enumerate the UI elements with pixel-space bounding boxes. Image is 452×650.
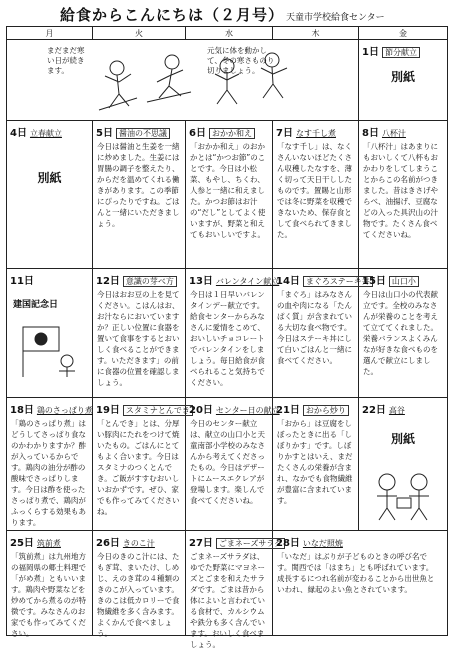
day-cell-13	[186, 269, 280, 398]
day-number: 18日	[10, 405, 34, 416]
menu-description: 「いなだ」はぶりが子どものときの呼び名です。関西では「はまち」とも呼ばれています。成長するにつれ名前が変わることから出世魚といわれ、縁起のよい魚とされています。	[277, 552, 435, 594]
day-number: 26日	[96, 538, 120, 549]
menu-title: おから炒り	[303, 405, 349, 416]
day-cell-20	[186, 398, 280, 531]
day-number: 22日	[362, 405, 386, 416]
separate-sheet-label: 別紙	[37, 171, 62, 185]
day-cell-28	[273, 531, 447, 635]
flag-illustration	[15, 321, 85, 381]
day-cell-12	[93, 269, 186, 398]
menu-description: 「まぐろ」はみなさんの血や肉になる「たんぱく質」が含まれている大切な食べ物です。今日はステーキ丼にして白いごはんと一緒に食べてください。	[277, 290, 352, 365]
banner-left-note: まだまだ寒い日が続きます。	[47, 46, 85, 75]
menu-title: 立春献立	[29, 129, 62, 138]
menu-title: 節分献立	[382, 47, 420, 58]
day-cell-19	[93, 398, 190, 531]
menu-description: 今日のきのこ汁には、たもぎ茸、まいたけ、しめじ、えのき茸の４種類のきのこが入っています。きのこは低カロリーで食物繊維を多く含みます。よくかんで食べましょう。	[97, 552, 180, 638]
menu-title: きのこ汁	[122, 539, 155, 548]
menu-description: 「とんでき」とは、分厚い豚肉にたれをつけて焼いたもの。ごはんにとてもよく合います。今日はスタミナのつくとんでき。ご飯がすすむおいしいおかずです。ぜひ、家でも作ってみてくださいね。	[97, 419, 180, 516]
menu-title: いなだ照焼	[302, 539, 343, 548]
day-cell-8	[359, 121, 447, 269]
menu-title: 高谷	[388, 406, 405, 415]
day-cell-4	[7, 121, 93, 269]
menu-description: 今日は醤油と生姜を一緒に炒めました。生姜には胃腸の調子を整えたり、からだを温めてくれる働きがあります。この季節にぴったりですね。ごはんと一緒にいただきましょう。	[97, 142, 180, 228]
children-illustration	[369, 468, 439, 524]
day-cell-5	[93, 121, 186, 269]
menu-title: おかか和え	[209, 128, 255, 139]
day-number: 14日	[276, 276, 300, 287]
day-header-tue: 火	[93, 27, 186, 40]
menu-title: なす千し煮	[295, 129, 336, 138]
day-number: 1日	[362, 47, 379, 58]
day-cell-18	[7, 398, 93, 531]
menu-title: バレンタイン献立	[215, 277, 280, 286]
day-cell-26	[93, 531, 186, 638]
menu-title: ごまネーズサラダ	[216, 538, 285, 549]
day-number: 20日	[189, 405, 213, 416]
menu-title: 意識の芽べ方	[123, 276, 177, 287]
menu-title: まぐろステーキ丼	[303, 276, 373, 287]
day-number: 28日	[276, 538, 300, 549]
menu-description: 「なす千し」は、なくさんいないほどたくさん収穫したなすを、薄く切って天日干ししたものです。置賜と山形では冬に野菜を収穫できないため、保存食として食べられてきました。	[277, 142, 352, 239]
menu-description: 「筑前煮」は九州地方の福岡県の郷土料理で「がめ煮」ともいいます。鶏肉や野菜などを炒めてから煮るのが特徴です。みなさんのお家でも作ってみてください。	[11, 552, 86, 638]
day-cell-27	[186, 531, 283, 649]
menu-title: 鶏のさっぱり煮	[36, 406, 93, 415]
page-title: 給食からこんにちは（２月号）	[60, 6, 285, 24]
day-number: 11日	[10, 276, 34, 287]
menu-description: 今日のセンター献立は、献立の山口小と天童南部小学校のみなさんから考えてくださったもの。今日はデザートにムースエクレアが登場します。楽しんで食べてくださいね。	[190, 419, 265, 505]
menu-title: 筑前煮	[36, 539, 61, 548]
day-header-wed: 水	[186, 27, 273, 40]
menu-description: ごまネーズサラダは、ゆでた野菜にマヨネーズとごまを和えたサラダです。ごまは昔から体によいと言われている食材で、カルシウムや鉄分も多く含んでいます。おいしく食べましょう。	[190, 552, 265, 649]
menu-description: 「おから」は豆腐をしぼったときに出る「しぼりかす」です。しぼりかすとはいえ、まだたくさんの栄養が含まれ、なかでも食物繊維が豊富に含まれています。	[277, 419, 353, 505]
day-cell-15	[359, 269, 447, 398]
menu-description: 今日は１日早いバレンタインデー献立です。給食センターからみなさんに愛情をこめて、おいしいチョコレートでバレンタインをしましょう。毎日給食が食べられること気持ちでください。	[190, 290, 265, 387]
menu-description: 今日は山口小の代表献立です。全校のみなさんが栄養のことを考えて立ててくれました。栄養バランスよくみんなが好きな食べものを選んで献立にしました。	[363, 290, 438, 376]
banner-area	[7, 40, 359, 121]
day-number: 7日	[276, 128, 293, 139]
menu-description: 「八杯汁」はあまりにもおいしくて八杯もおかわりをしてしまうことからこの名前がつきました。昔はきさげやらべ、油揚げ、豆腐などの入った具沢山の汁物です。たくさん食べてくださいね。	[363, 142, 438, 239]
day-number: 8日	[362, 128, 379, 139]
day-header-fri: 金	[359, 27, 447, 40]
menu-description: 「おかか和え」のおかかとは“かつお節”のことです。今日は小松菜、もやし、ちくわ、人参と一緒に和えました。かつお節はお汁の“だし”としてよく使いますが、野菜と和えてもおいしいですよ。	[190, 142, 266, 239]
day-header-mon: 月	[7, 27, 93, 40]
day-number: 5日	[96, 128, 113, 139]
separate-sheet-label: 別紙	[390, 432, 415, 446]
day-number: 19日	[96, 405, 120, 416]
day-number: 4日	[10, 128, 27, 139]
day-number: 27日	[189, 538, 213, 549]
day-cell-7	[273, 121, 359, 269]
day-number: 12日	[96, 276, 120, 287]
separate-sheet-label: 別紙	[390, 70, 415, 84]
menu-title: 八杯汁	[381, 129, 406, 138]
menu-title: スタミナとんでき	[123, 405, 193, 416]
day-cell-21	[273, 398, 359, 531]
banner-right-note: 元気に体を動かして、冬の寒さものり切りましょう。	[207, 46, 275, 75]
day-header-thu: 木	[273, 27, 359, 40]
header	[0, 0, 452, 26]
menu-description: 今日はおお豆の上を見てください。こはんはお、お汁ならにおいていますか？正しい位置に食器を置いて食事をするとおいしく食べることができます。いただきます」の前に食器の位置を確認しましょう。	[97, 290, 180, 387]
calendar-grid	[6, 26, 448, 649]
day-number: 6日	[189, 128, 206, 139]
day-cell-22	[359, 398, 447, 531]
day-number: 21日	[276, 405, 300, 416]
day-number: 25日	[10, 538, 34, 549]
menu-description: 「鶏のさっぱり煮」はどうしてさっぱり食なのかわかりますか？酢が入っているからです。鶏肉の油分が酢の酸味でさっぱりします。今日は酢を使ったさっぱり煮で、鶏肉がふっくらする効果もあります。	[11, 419, 86, 527]
day-cell-6	[186, 121, 273, 269]
day-number: 13日	[189, 276, 213, 287]
menu-title: 山口小	[389, 276, 419, 287]
day-cell-1	[359, 40, 447, 121]
menu-title: センター日の献立	[215, 406, 280, 415]
day-cell-25	[7, 531, 93, 638]
day-number: 15日	[362, 276, 386, 287]
holiday-label: 建国記念日	[13, 300, 59, 310]
day-cell-11	[7, 269, 93, 398]
menu-title: 醤油の不思議	[116, 128, 170, 139]
organization-name: 天童市学校給食センター	[286, 13, 385, 23]
day-cell-14	[273, 269, 370, 398]
